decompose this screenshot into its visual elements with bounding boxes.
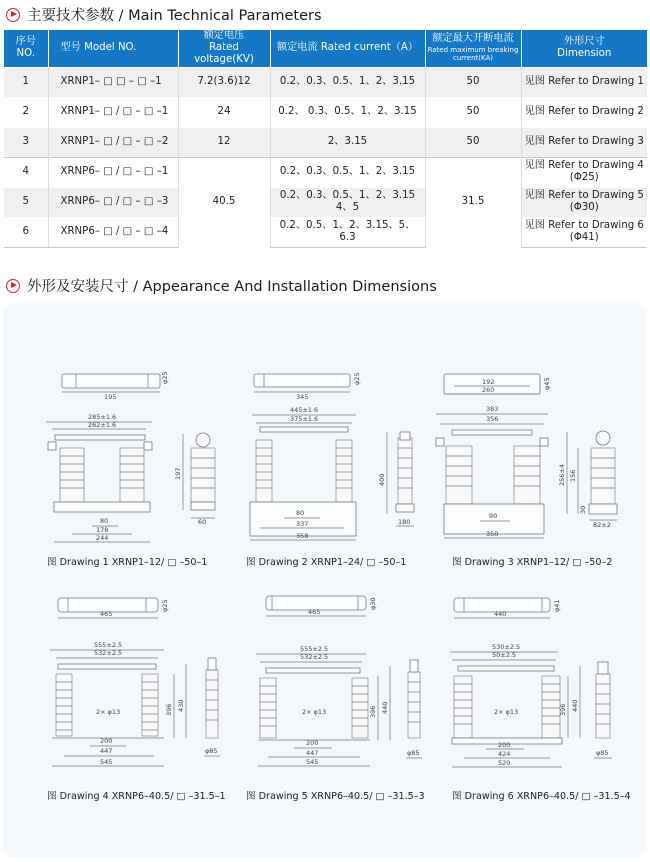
cell-voltage: 40.5 [178,157,270,247]
svg-text:192: 192 [482,378,495,386]
svg-text:2× φ13: 2× φ13 [96,708,121,716]
svg-text:545: 545 [306,758,319,766]
cell-breaking: 50 [425,127,521,157]
drawing-5 [236,592,436,770]
cell-no: 4 [4,157,48,187]
svg-text:345: 345 [296,393,309,401]
svg-text:244: 244 [96,534,109,542]
svg-text:530±2.5: 530±2.5 [492,643,521,651]
svg-text:447: 447 [100,747,113,755]
cell-current: 0.2、 0.3、0.5、1、2、3.15 [270,97,425,127]
cell-current: 0.2、0.3、0.5、1、2、3.15 [270,157,425,187]
drawing-1 [40,368,240,543]
svg-text:φ85: φ85 [205,747,218,755]
drawing-3 [432,368,632,543]
cell-voltage: 24 [178,97,270,127]
svg-text:90: 90 [489,512,498,520]
table-row [4,157,647,187]
cell-dimension: 见图 Refer to Drawing 1 [521,67,647,97]
cell-current: 0.2、0.5、1、2、3.15、5、6.3 [270,217,425,247]
svg-text:262±1.6: 262±1.6 [88,421,117,429]
play-circle-icon [6,8,20,22]
header-current: 额定电流 Rated current（A） [270,30,425,67]
table-row [4,217,647,247]
svg-text:396: 396 [559,703,567,716]
table-header-row [4,30,647,67]
drawing-6-diagram [432,592,632,770]
svg-text:φ85: φ85 [596,749,609,757]
svg-text:60: 60 [198,518,207,526]
svg-text:178: 178 [96,526,109,534]
svg-text:465: 465 [100,610,113,618]
svg-text:180: 180 [398,518,411,526]
svg-text:440: 440 [571,699,579,712]
svg-text:396: 396 [165,703,173,716]
svg-text:430: 430 [177,699,185,712]
drawing-6 [432,592,632,770]
svg-text:80: 80 [296,509,305,517]
drawing-4 [38,592,238,770]
play-circle-icon [6,279,20,293]
cell-breaking: 50 [425,67,521,97]
drawings-panel [4,304,646,857]
svg-text:197: 197 [174,467,182,480]
cell-model: XRNP6– □ / □ – □ –4 [48,217,178,247]
svg-text:440: 440 [494,610,507,618]
cell-model: XRNP1– □ / □ – □ –1 [48,97,178,127]
svg-text:2× φ13: 2× φ13 [494,708,519,716]
cell-model: XRNP1– □ □ – □ –1 [48,67,178,97]
svg-text:375±1.6: 375±1.6 [290,415,319,423]
table-row [4,67,647,97]
cell-model: XRNP1– □ / □ – □ –2 [48,127,178,157]
cell-dimension: 见图 Refer to Drawing 4 (Φ25) [521,157,647,187]
drawing-4-caption: 图 Drawing 4 XRNP6–40.5/ □ –31.5–1 [47,791,226,802]
header-no: 序号 NO. [4,30,48,67]
cell-breaking: 50 [425,97,521,127]
section-title-parameters [6,4,322,25]
cell-breaking: 31.5 [425,157,521,247]
cell-no: 3 [4,127,48,157]
svg-text:356: 356 [486,415,499,423]
svg-text:520: 520 [498,759,511,767]
svg-text:383: 383 [486,405,499,413]
cell-dimension: 见图 Refer to Drawing 6 (Φ41) [521,217,647,247]
cell-no: 5 [4,187,48,217]
drawing-1-caption: 图 Drawing 1 XRNP1–12/ □ –50–1 [47,557,208,568]
svg-text:φ85: φ85 [407,749,420,757]
svg-text:532±2.5: 532±2.5 [94,649,123,657]
cell-no: 2 [4,97,48,127]
cell-current: 0.2、0.3、0.5、1、2、3.15 [270,67,425,97]
section-title-text: 主要技术参数 / Main Technical Parameters [27,8,322,24]
svg-text:256±4: 256±4 [558,464,566,486]
svg-text:465: 465 [308,608,321,616]
cell-no: 6 [4,217,48,247]
section-title-dimensions [6,275,437,296]
svg-text:200: 200 [100,737,113,745]
header-voltage: 额定电压 Rated voltage(KV) [178,30,270,67]
svg-text:200: 200 [498,741,511,749]
cell-voltage: 12 [178,127,270,157]
svg-text:φ41: φ41 [553,599,561,612]
cell-model: XRNP6– □ / □ – □ –1 [48,157,178,187]
svg-text:400: 400 [378,473,386,486]
drawing-2-caption: 图 Drawing 2 XRNP1–24/ □ –50–1 [246,557,407,568]
svg-text:φ25: φ25 [353,372,361,385]
svg-text:396: 396 [369,705,377,718]
cell-model: XRNP6– □ / □ – □ –3 [48,187,178,217]
cell-current: 2、3.15 [270,127,425,157]
drawing-1-diagram [40,368,240,543]
svg-text:532±2.5: 532±2.5 [300,653,329,661]
drawing-3-diagram [432,368,632,543]
svg-text:30: 30 [579,505,587,514]
svg-text:350: 350 [486,530,499,538]
svg-text:337: 337 [296,520,309,528]
header-breaking: 额定最大开断电流 Rated maximum breaking current(KA) [425,30,521,67]
svg-text:358: 358 [296,532,309,540]
svg-text:195: 195 [104,393,117,401]
drawing-4-diagram [38,592,238,770]
cell-dimension: 见图 Refer to Drawing 5 (Φ30) [521,187,647,217]
drawing-3-caption: 图 Drawing 3 XRNP1–12/ □ –50–2 [452,557,613,568]
svg-text:424: 424 [498,750,511,758]
drawing-6-caption: 图 Drawing 6 XRNP6–40.5/ □ –31.5–4 [452,791,631,802]
drawing-5-caption: 图 Drawing 5 XRNP6–40.5/ □ –31.5–3 [246,791,425,802]
drawing-2-diagram [238,368,438,543]
svg-text:260: 260 [482,386,495,394]
svg-text:440: 440 [381,701,389,714]
svg-text:80: 80 [100,517,109,525]
cell-dimension: 见图 Refer to Drawing 3 [521,127,647,157]
svg-text:φ45: φ45 [543,377,551,390]
svg-text:555±2.5: 555±2.5 [300,645,329,653]
cell-current: 0.2、0.3、0.5、1、2、3.15 4、5 [270,187,425,217]
svg-text:φ30: φ30 [369,597,377,610]
section-title-text: 外形及安装尺寸 / Appearance And Installation Dimensions [27,279,437,295]
svg-text:447: 447 [306,749,319,757]
header-dimension: 外形尺寸 Dimension [521,30,647,67]
cell-dimension: 见图 Refer to Drawing 2 [521,97,647,127]
cell-no: 1 [4,67,48,97]
svg-text:555±2.5: 555±2.5 [94,641,123,649]
svg-text:545: 545 [100,758,113,766]
svg-text:φ25: φ25 [161,599,169,612]
svg-text:82±2: 82±2 [593,521,611,529]
header-model: 型号 Model NO. [48,30,178,67]
drawing-2 [238,368,438,543]
svg-text:50±2.5: 50±2.5 [492,651,517,659]
drawing-5-diagram [236,592,436,770]
table-row [4,97,647,127]
svg-text:200: 200 [306,739,319,747]
svg-text:445±1.6: 445±1.6 [290,406,319,414]
parameters-table [4,30,647,248]
cell-voltage: 7.2(3.6)12 [178,67,270,97]
svg-text:285±1.6: 285±1.6 [88,413,117,421]
table-row [4,187,647,217]
svg-text:φ25: φ25 [161,371,169,384]
svg-text:2× φ13: 2× φ13 [302,708,327,716]
svg-text:156: 156 [569,469,577,482]
table-row [4,127,647,157]
